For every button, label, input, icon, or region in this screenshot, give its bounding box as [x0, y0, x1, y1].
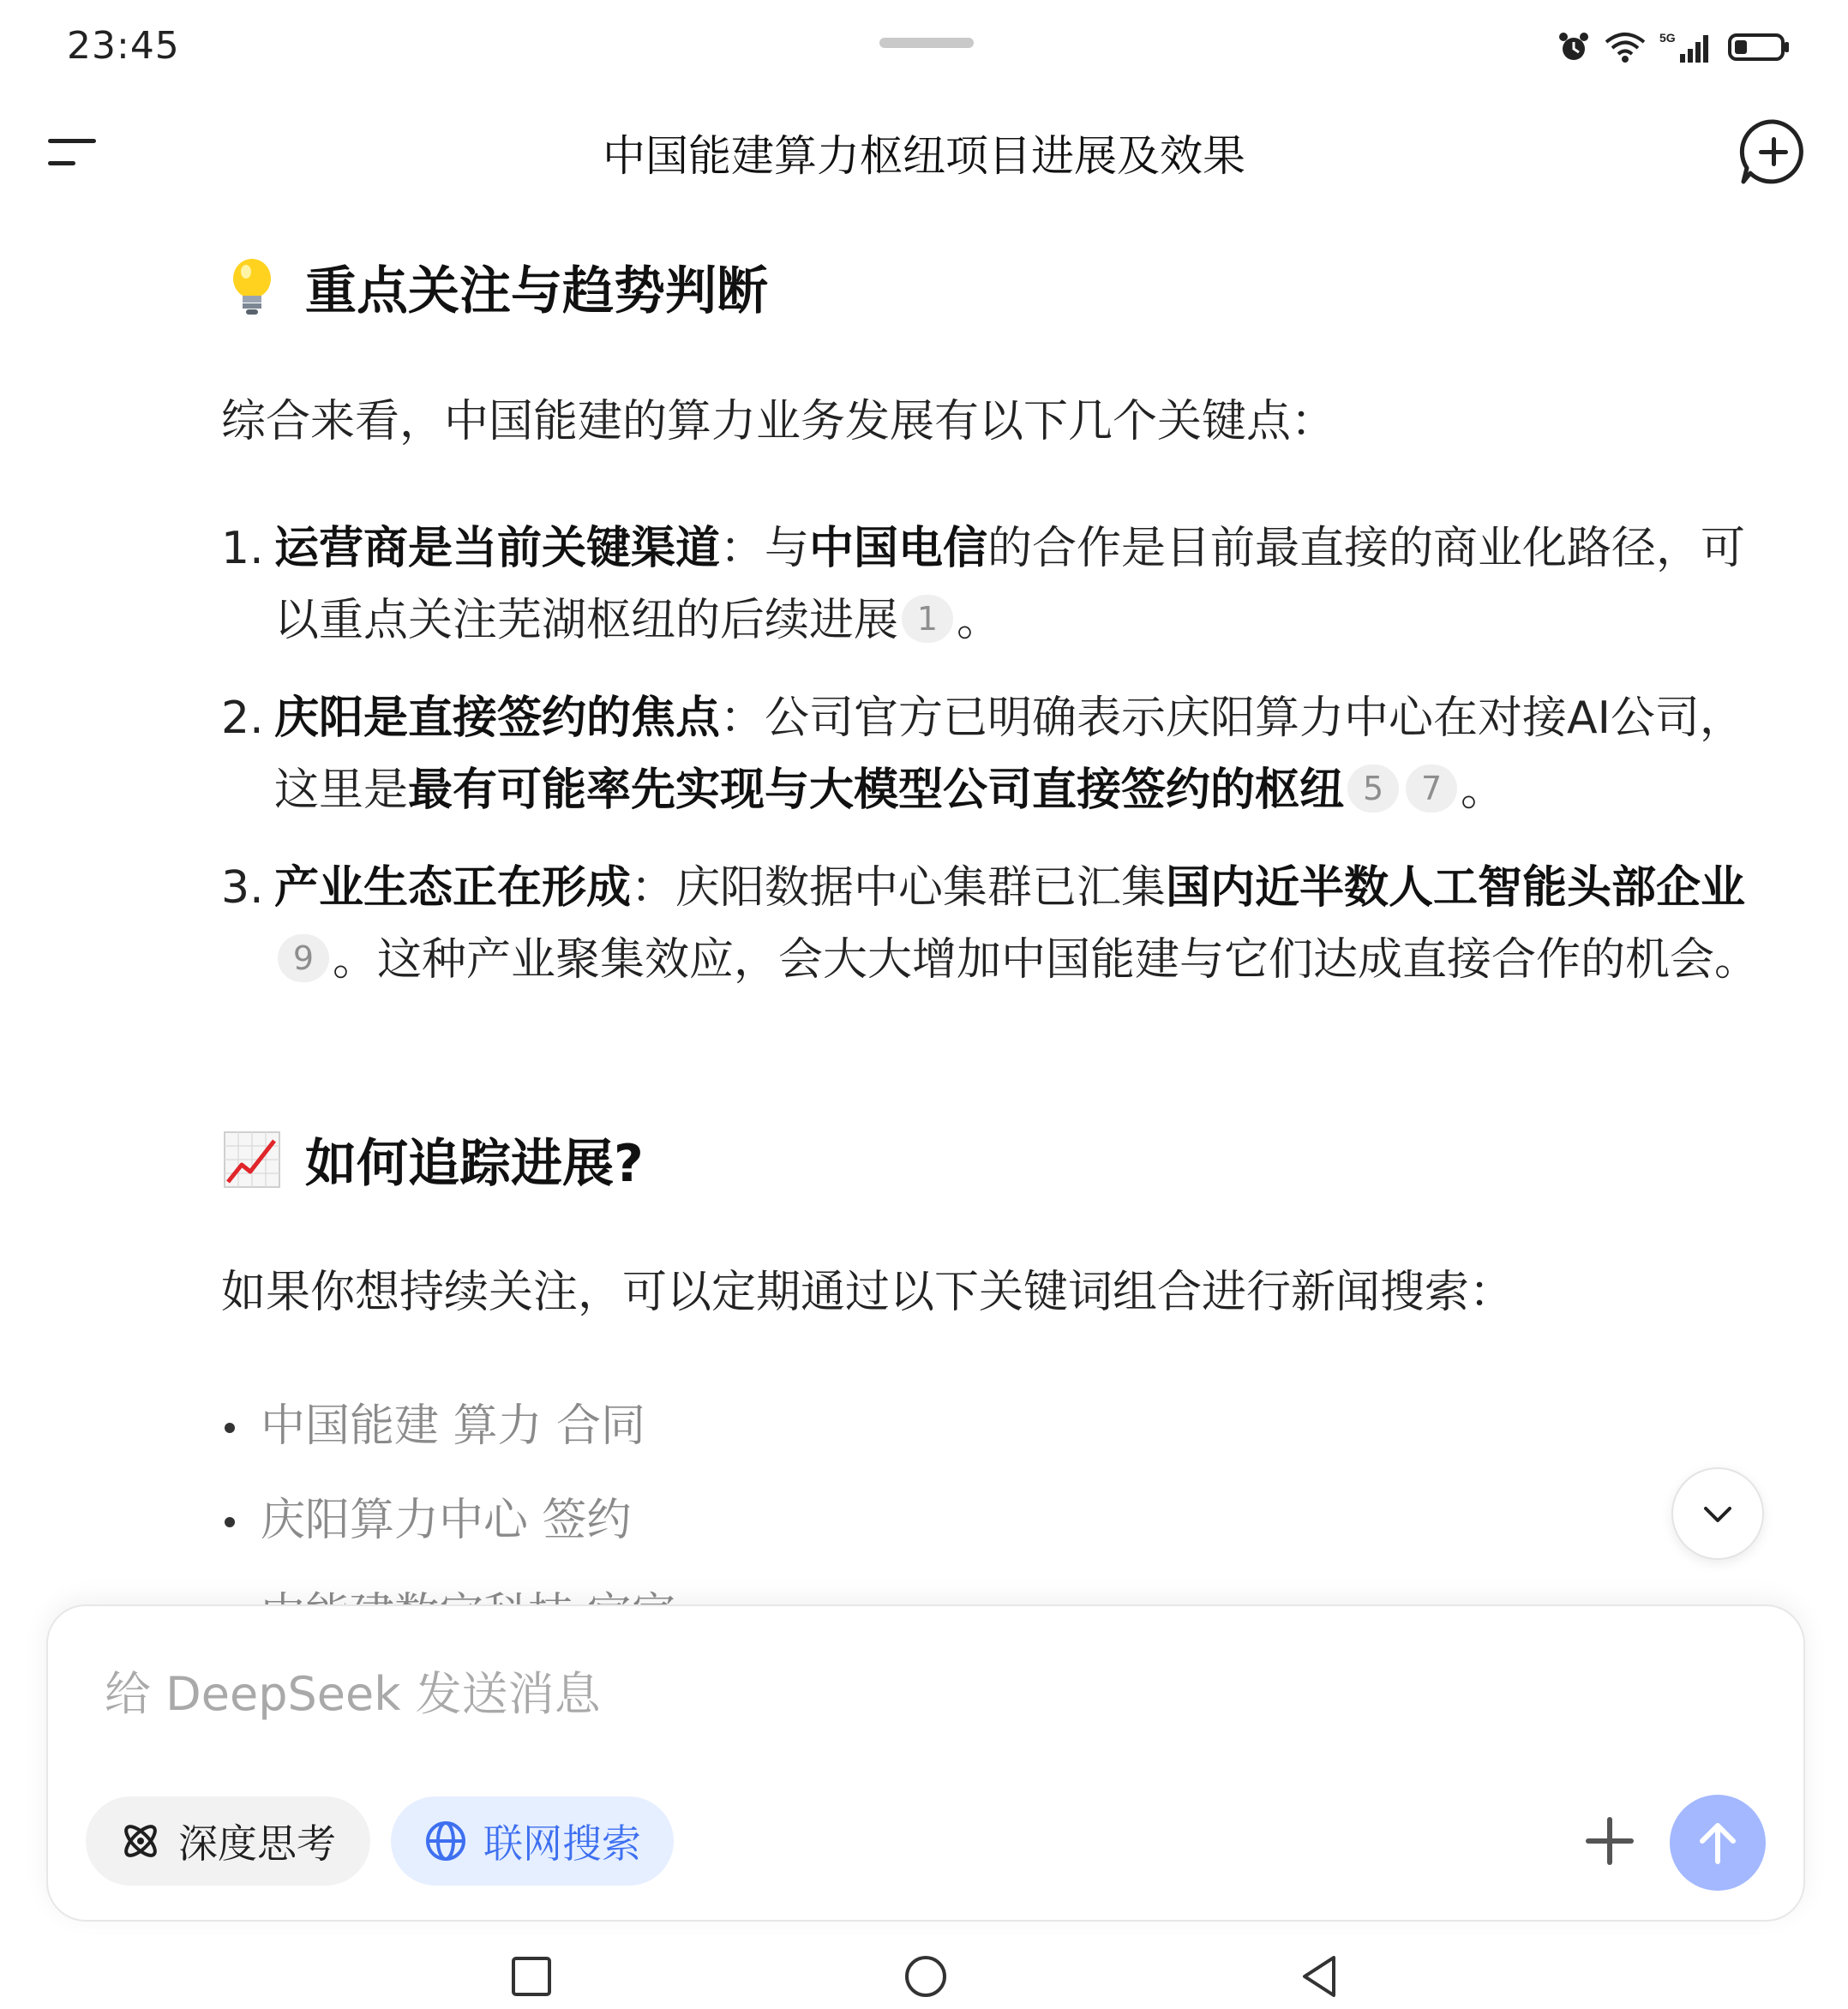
citation-badge[interactable]: 1 [902, 595, 953, 643]
keyword-item[interactable]: 庆阳算力中心 签约 [221, 1484, 1678, 1556]
list-item: 3. 产业生态正在形成：庆阳数据中心集群已汇集国内近半数人工智能头部企业9 。这种产业聚集效应，会大大增加中国能建与它们达成直接合作的机会。 [221, 862, 1760, 986]
section-intro: 综合来看，中国能建的算力业务发展有以下几个关键点： [221, 396, 1336, 447]
message-composer [46, 1604, 1805, 1922]
list-item: 2. 庆阳是直接签约的焦点：公司官方已明确表示庆阳算力中心在对接AI公司，这里是最有可能率先实现与大模型公司直接签约的枢纽 5 7 。 [221, 693, 1744, 816]
arrow-up-icon [1692, 1817, 1743, 1868]
message-content [0, 206, 1848, 1611]
section-intro: 如果你想持续关注，可以定期通过以下关键词组合进行新闻搜索： [221, 1267, 1515, 1318]
home-icon[interactable] [900, 1951, 951, 2002]
back-icon[interactable] [1294, 1951, 1346, 2002]
chart-increasing-icon [221, 1129, 283, 1190]
status-icons [1557, 26, 1791, 69]
section-heading-track [221, 1123, 644, 1196]
scroll-to-bottom-button[interactable] [1671, 1467, 1764, 1560]
new-chat-plus-icon[interactable] [1737, 115, 1810, 189]
globe-icon [423, 1819, 468, 1863]
cellular-5g-icon [1659, 30, 1716, 64]
atom-icon [118, 1819, 163, 1863]
conversation-title[interactable]: 中国能建算力枢纽项目进展及效果 [603, 131, 1245, 181]
recent-apps-icon[interactable] [506, 1951, 557, 2002]
sidebar-menu-icon[interactable] [41, 120, 106, 185]
deep-think-label: 深度思考 [178, 1820, 336, 1867]
status-time: 23:45 [67, 24, 180, 68]
alarm-icon [1557, 30, 1591, 64]
system-nav-bar [0, 1944, 1848, 2009]
status-bar [0, 0, 1848, 94]
citation-badge[interactable]: 5 [1347, 765, 1399, 813]
section-title: 重点关注与趋势判断 [305, 261, 768, 321]
attach-button[interactable] [1567, 1798, 1653, 1884]
chat-header [0, 94, 1848, 206]
keyword-item[interactable]: 中国能建 算力 合同 [221, 1390, 1678, 1462]
pull-down-handle[interactable] [879, 38, 974, 48]
plus-icon [1582, 1814, 1637, 1868]
send-button[interactable] [1670, 1795, 1766, 1891]
lightbulb-icon [221, 256, 283, 318]
citation-badge[interactable]: 7 [1406, 765, 1457, 813]
deep-think-toggle[interactable] [86, 1796, 370, 1886]
citation-badge[interactable]: 9 [278, 934, 329, 982]
list-item: 1. 运营商是当前关键渠道：与中国电信的合作是目前最直接的商业化路径，可以重点关注芜湖枢纽的后续进展 1 。 [221, 523, 1746, 646]
chevron-down-icon [1699, 1495, 1737, 1532]
key-points-list [221, 513, 1764, 1022]
battery-icon [1728, 30, 1791, 64]
wifi-icon [1603, 30, 1647, 64]
message-input[interactable]: 给 DeepSeek 发送消息 [105, 1667, 601, 1721]
section-title: 如何追踪进展? [305, 1134, 644, 1194]
web-search-toggle[interactable] [391, 1796, 674, 1886]
svg-text:5G: 5G [1659, 31, 1676, 45]
web-search-label: 联网搜索 [483, 1820, 641, 1867]
section-heading-focus [221, 250, 768, 324]
